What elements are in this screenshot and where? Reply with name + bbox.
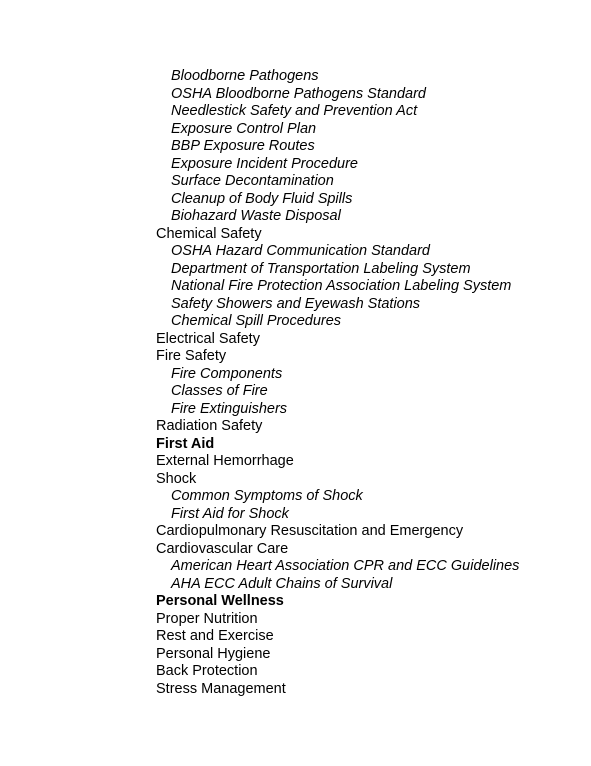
outline-line: BBP Exposure Routes xyxy=(171,138,315,154)
outline-line: Chemical Spill Procedures xyxy=(171,313,342,329)
outline-line: OSHA Hazard Communication Standard xyxy=(171,243,430,259)
outline-line: OSHA Bloodborne Pathogens Standard xyxy=(171,85,426,102)
outline-line: Department of Transportation Labeling System xyxy=(171,260,471,277)
outline-line: Surface Decontamination xyxy=(171,173,334,189)
outline-line: Bloodborne Pathogens xyxy=(171,68,319,84)
section-heading: First Aid xyxy=(156,435,215,452)
outline-line: Stress Management xyxy=(156,680,286,697)
outline-line: Exposure Incident Procedure xyxy=(171,155,358,172)
outline-line: Radiation Safety xyxy=(156,418,263,434)
outline-line: Electrical Safety xyxy=(156,330,260,347)
outline-line: Cardiopulmonary Resuscitation and Emergency xyxy=(156,523,464,539)
topic-outline xyxy=(156,68,519,698)
outline-line: First Aid for Shock xyxy=(171,505,289,522)
outline-line: Classes of Fire xyxy=(171,383,268,399)
outline-line: Common Symptoms of Shock xyxy=(171,488,363,504)
outline-line: Fire Safety xyxy=(156,348,227,364)
outline-line: National Fire Protection Association Labeling System xyxy=(171,278,512,294)
section-heading: Personal Wellness xyxy=(156,593,284,609)
outline-line: Chemical Safety xyxy=(156,225,262,242)
outline-line: Back Protection xyxy=(156,663,258,679)
outline-line: Biohazard Waste Disposal xyxy=(171,208,341,224)
outline-line: Cleanup of Body Fluid Spills xyxy=(171,190,353,207)
outline-line: Fire Extinguishers xyxy=(171,400,288,417)
outline-line: Needlestick Safety and Prevention Act xyxy=(171,103,418,119)
outline-line: AHA ECC Adult Chains of Survival xyxy=(171,575,393,592)
outline-line: Proper Nutrition xyxy=(156,610,258,627)
outline-line: Exposure Control Plan xyxy=(171,120,317,137)
outline-line: Cardiovascular Care xyxy=(156,540,289,557)
outline-line: Personal Hygiene xyxy=(156,645,271,662)
outline-line: Fire Components xyxy=(171,365,283,382)
outline-line: Shock xyxy=(156,470,197,487)
outline-line: American Heart Association CPR and ECC Guidelines xyxy=(171,558,520,574)
outline-line: Safety Showers and Eyewash Stations xyxy=(171,295,421,312)
outline-line: Rest and Exercise xyxy=(156,628,274,644)
outline-line: External Hemorrhage xyxy=(156,453,294,469)
